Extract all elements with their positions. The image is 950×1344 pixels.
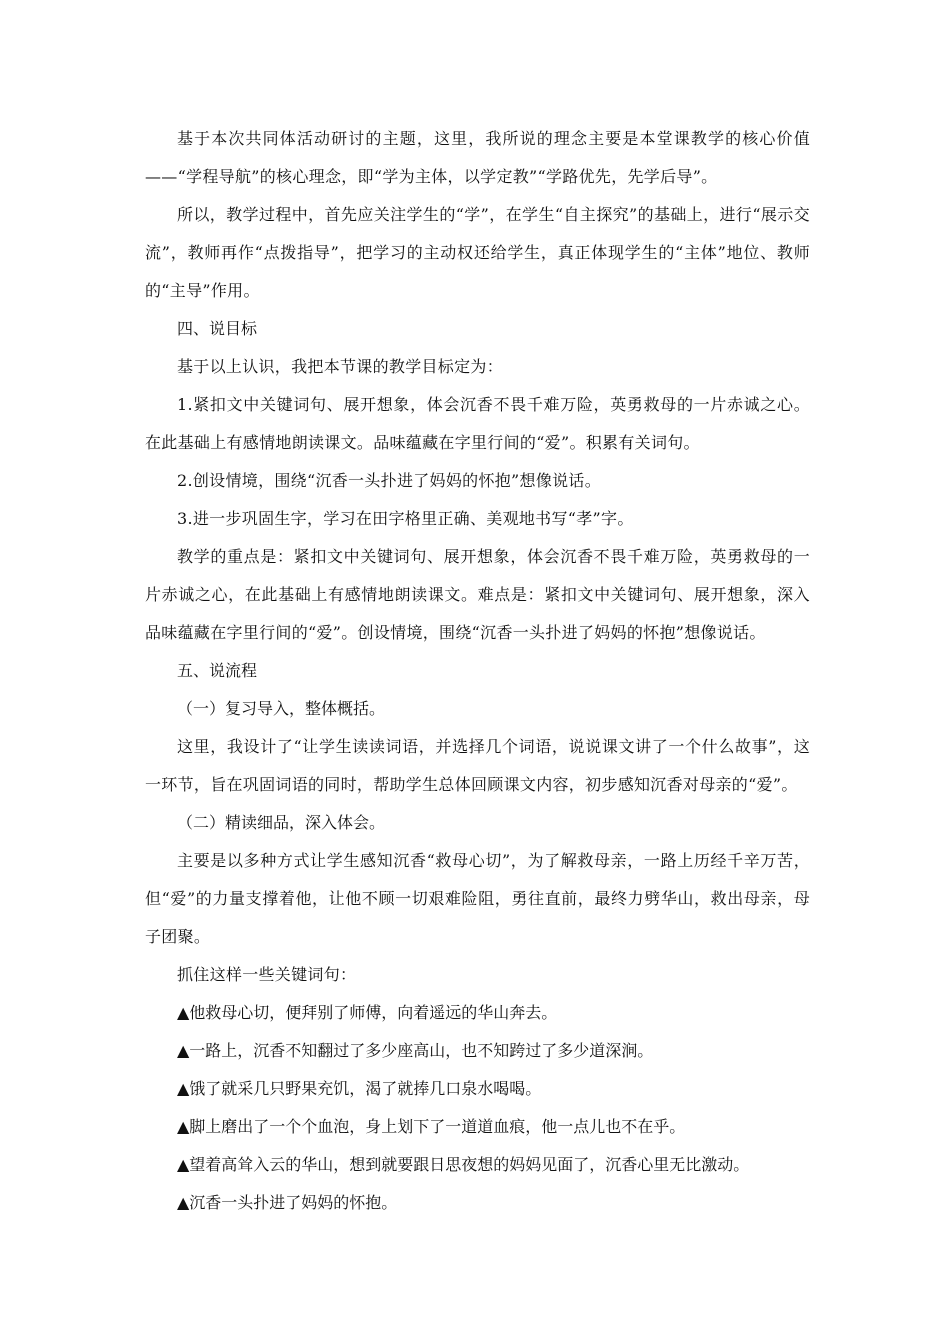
bullet-item: ▲饿了就采几只野果充饥，渴了就捧几口泉水喝喝。	[177, 1079, 542, 1098]
section-heading-goals: 四、说目标	[177, 319, 258, 338]
section-heading-process: 五、说流程	[177, 661, 258, 680]
paragraph-core-concept: 基于本次共同体活动研讨的主题，这里，我所说的理念主要是本堂课教学的核心价值——“学程导航”的核心理念，即“学为主体，以学定教”“学路优先，先学后导”。	[145, 129, 810, 186]
paragraph-goals-intro: 基于以上认识，我把本节课的教学目标定为：	[177, 357, 504, 376]
step-heading-2: （二）精读细品，深入体会。	[177, 813, 386, 832]
step-heading-1: （一）复习导入，整体概括。	[177, 699, 386, 718]
paragraph-teaching-process: 所以，教学过程中，首先应关注学生的“学”，在学生“自主探究”的基础上，进行“展示交流”，教师再作“点拨指导”，把学习的主动权还给学生，真正体现学生的“主体”地位、教师的“主导”作用。	[145, 205, 810, 300]
goal-item-3: 3.进一步巩固生字，学习在田字格里正确、美观地书写“孝”字。	[177, 509, 634, 528]
bullet-item: ▲他救母心切，便拜别了师傅，向着遥远的华山奔去。	[177, 1003, 558, 1022]
paragraph-key-sentences-intro: 抓住这样一些关键词句：	[177, 965, 357, 984]
paragraph-step-1: 这里，我设计了“让学生读读词语，并选择几个词语，说说课文讲了一个什么故事”，这一环节，旨在巩固词语的同时，帮助学生总体回顾课文内容，初步感知沉香对母亲的“爱”。	[145, 737, 810, 794]
bullet-item: ▲沉香一头扑进了妈妈的怀抱。	[177, 1193, 398, 1212]
goal-item-1: 1.紧扣文中关键词句、展开想象，体会沉香不畏千难万险，英勇救母的一片赤诚之心。在此基础上有感情地朗读课文。品味蕴藏在字里行间的“爱”。积累有关词句。	[145, 395, 810, 452]
paragraph-step-2: 主要是以多种方式让学生感知沉香“救母心切”，为了解救母亲，一路上历经千辛万苦，但“爱”的力量支撑着他，让他不顾一切艰难险阻，勇往直前，最终力劈华山，救出母亲，母子团聚。	[145, 851, 810, 946]
bullet-item: ▲望着高耸入云的华山，想到就要跟日思夜想的妈妈见面了，沉香心里无比激动。	[177, 1155, 750, 1174]
bullet-item: ▲脚上磨出了一个个血泡，身上划下了一道道血痕，他一点儿也不在乎。	[177, 1117, 686, 1136]
goal-item-2: 2.创设情境，围绕“沉香一头扑进了妈妈的怀抱”想像说话。	[177, 471, 602, 490]
paragraph-key-points: 教学的重点是：紧扣文中关键词句、展开想象，体会沉香不畏千难万险，英勇救母的一片赤诚之心，在此基础上有感情地朗读课文。难点是：紧扣文中关键词句、展开想象，深入品味蕴藏在字里行间的“爱”。创设情境，围绕“沉香一头扑进了妈妈的怀抱”想像说话。	[145, 547, 810, 642]
document-body	[145, 120, 810, 1222]
bullet-item: ▲一路上，沉香不知翻过了多少座高山，也不知跨过了多少道深涧。	[177, 1041, 654, 1060]
